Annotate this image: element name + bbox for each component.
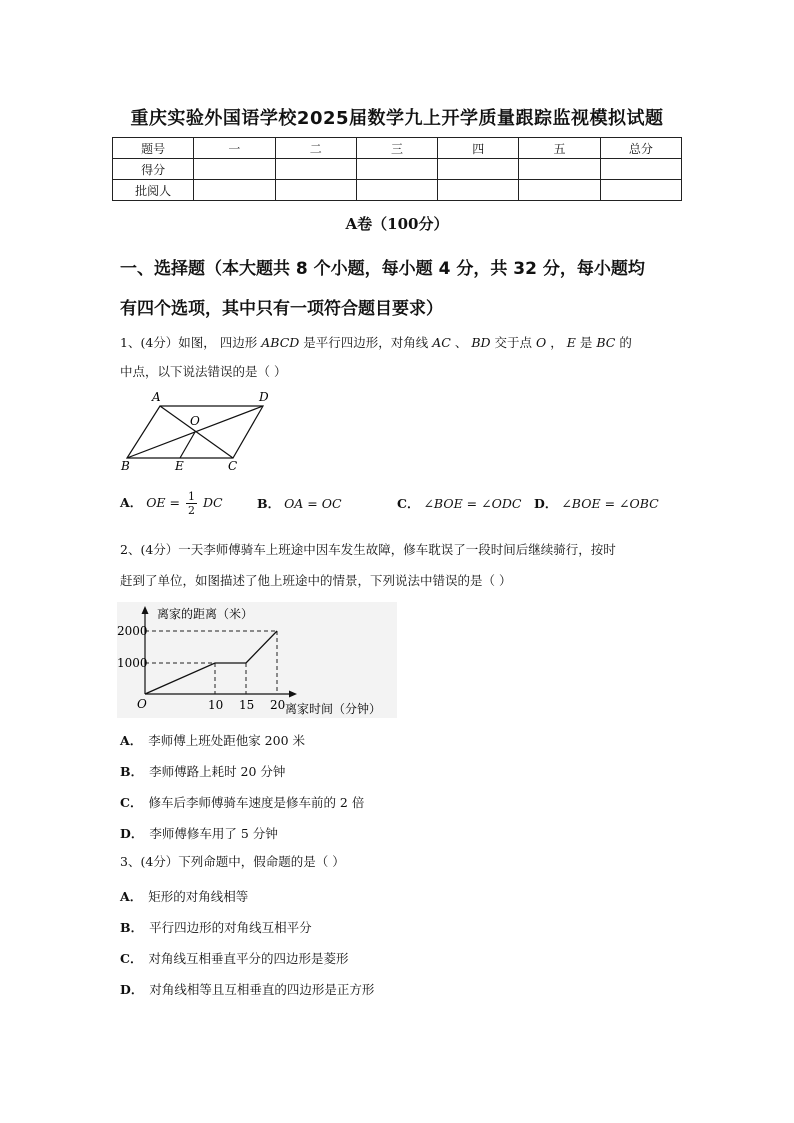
q1-option-a[interactable] — [120, 490, 223, 517]
option-label: C． — [120, 951, 143, 966]
table-cell — [438, 180, 519, 201]
q1-text: 是 — [579, 335, 593, 350]
q3-stem: 3、(4分）下列命题中，假命题的是（ ） — [120, 854, 345, 869]
option-text: 矩形的对角线相等 — [148, 889, 249, 904]
table-cell — [356, 180, 437, 201]
q1-math: E — [566, 335, 576, 350]
x-tick-20: 20 — [270, 698, 286, 712]
q1-math: O — [536, 335, 547, 350]
option-label: B． — [120, 920, 144, 935]
option-label: A． — [120, 733, 143, 748]
option-math: OA = OC — [284, 496, 342, 511]
q1-math: AC — [432, 335, 451, 350]
section-a-title: A卷（100分） — [345, 215, 449, 233]
q2-option-a[interactable] — [120, 731, 305, 749]
q3-option-a[interactable] — [120, 887, 248, 905]
table-cell — [600, 159, 681, 180]
table-cell: 五 — [519, 138, 600, 159]
part1-heading-line1: 一、选择题（本大题共 8 个小题，每小题 4 分，共 32 分，每小题均 — [120, 259, 645, 279]
table-cell — [600, 180, 681, 201]
score-table-header-row — [113, 138, 682, 159]
table-cell — [438, 159, 519, 180]
y-tick-2000: 2000 — [117, 624, 148, 638]
q1-stem-line1 — [120, 329, 680, 357]
option-label: D． — [120, 982, 144, 997]
table-cell — [275, 159, 356, 180]
score-table-row — [113, 159, 682, 180]
option-math: ∠BOE = ∠ODC — [423, 496, 522, 511]
parallelogram-figure — [115, 388, 285, 474]
q1-math: BD — [471, 335, 491, 350]
q1-text: 是平行四边形，对角线 — [303, 335, 429, 350]
table-cell: 三 — [356, 138, 437, 159]
x-tick-10: 10 — [208, 698, 224, 712]
label-d: D — [259, 390, 269, 404]
label-e: E — [175, 459, 184, 473]
option-math: OE = — [146, 495, 181, 510]
q1-text: 的 — [619, 335, 632, 350]
y-axis-label: 离家的距离（米） — [157, 607, 254, 621]
q1-stem-line2: 中点，以下说法错误的是（ ） — [120, 364, 287, 379]
option-label: A． — [120, 889, 143, 904]
table-cell — [356, 159, 437, 180]
q1-option-c[interactable] — [397, 494, 521, 512]
option-text: 平行四边形的对角线互相平分 — [149, 920, 312, 935]
option-text: 李师傅上班处距他家 200 米 — [148, 733, 306, 748]
score-table-row — [113, 180, 682, 201]
fraction-denominator: 2 — [188, 504, 195, 517]
table-cell — [519, 180, 600, 201]
table-cell — [194, 159, 275, 180]
q1-math: BC — [596, 335, 616, 350]
option-text: 修车后李师傅骑车速度是修车前的 2 倍 — [148, 795, 365, 810]
label-b: B — [121, 459, 130, 473]
q1-option-b[interactable] — [257, 494, 342, 512]
option-math: DC — [202, 495, 223, 510]
table-cell — [194, 180, 275, 201]
part1-heading-line2: 有四个选项，其中只有一项符合题目要求） — [120, 299, 443, 319]
q3-option-b[interactable] — [120, 918, 312, 936]
option-label: C． — [120, 795, 143, 810]
table-cell — [519, 159, 600, 180]
table-cell: 得分 — [113, 159, 194, 180]
table-cell: 二 — [275, 138, 356, 159]
segment-oe — [180, 432, 195, 458]
label-a: A — [152, 390, 161, 404]
table-cell: 四 — [438, 138, 519, 159]
option-label: D． — [534, 496, 558, 511]
q1-text: 、 — [454, 335, 468, 350]
q2-option-b[interactable] — [120, 762, 285, 780]
x-axis-label: 离家时间（分钟） — [285, 702, 382, 716]
y-tick-1000: 1000 — [117, 656, 148, 670]
q1-text: 1、(4分）如图， 四边形 — [120, 335, 258, 350]
q1-math: ABCD — [261, 335, 300, 350]
option-label: C． — [397, 496, 420, 511]
option-math: ∠BOE = ∠OBC — [561, 496, 659, 511]
q3-option-d[interactable] — [120, 980, 374, 998]
option-label: A． — [120, 495, 143, 510]
option-text: 李师傅路上耗时 20 分钟 — [149, 764, 286, 779]
table-cell: 批阅人 — [113, 180, 194, 201]
table-cell: 一 — [194, 138, 275, 159]
x-tick-15: 15 — [239, 698, 255, 712]
q3-option-c[interactable] — [120, 949, 348, 967]
q2-stem-line1: 2、(4分）一天李师傅骑车上班途中因车发生故障，修车耽误了一段时间后继续骑行，按时 — [120, 542, 616, 557]
label-o: O — [190, 414, 200, 428]
option-label: D． — [120, 826, 144, 841]
q2-option-d[interactable] — [120, 824, 278, 842]
label-c: C — [228, 459, 238, 473]
option-label: B． — [120, 764, 144, 779]
table-cell: 总分 — [600, 138, 681, 159]
fraction-half — [186, 490, 197, 517]
score-table — [112, 137, 682, 201]
q1-text: 交于点 — [494, 335, 533, 350]
fraction-numerator: 1 — [188, 490, 195, 503]
q1-option-d[interactable] — [534, 494, 659, 512]
distance-time-graph — [117, 602, 397, 718]
option-text: 对角线相等且互相垂直的四边形是正方形 — [149, 982, 375, 997]
option-text: 对角线互相垂直平分的四边形是菱形 — [148, 951, 349, 966]
option-label: B． — [257, 496, 281, 511]
option-text: 李师傅修车用了 5 分钟 — [149, 826, 278, 841]
table-cell: 题号 — [113, 138, 194, 159]
q2-option-c[interactable] — [120, 793, 364, 811]
q1-text: ， — [550, 335, 563, 350]
origin-label: O — [137, 697, 147, 711]
table-cell — [275, 180, 356, 201]
exam-title: 重庆实验外国语学校2025届数学九上开学质量跟踪监视模拟试题 — [130, 108, 664, 129]
q2-stem-line2: 赶到了单位，如图描述了他上班途中的情景，下列说法中错误的是（ ） — [120, 573, 512, 588]
